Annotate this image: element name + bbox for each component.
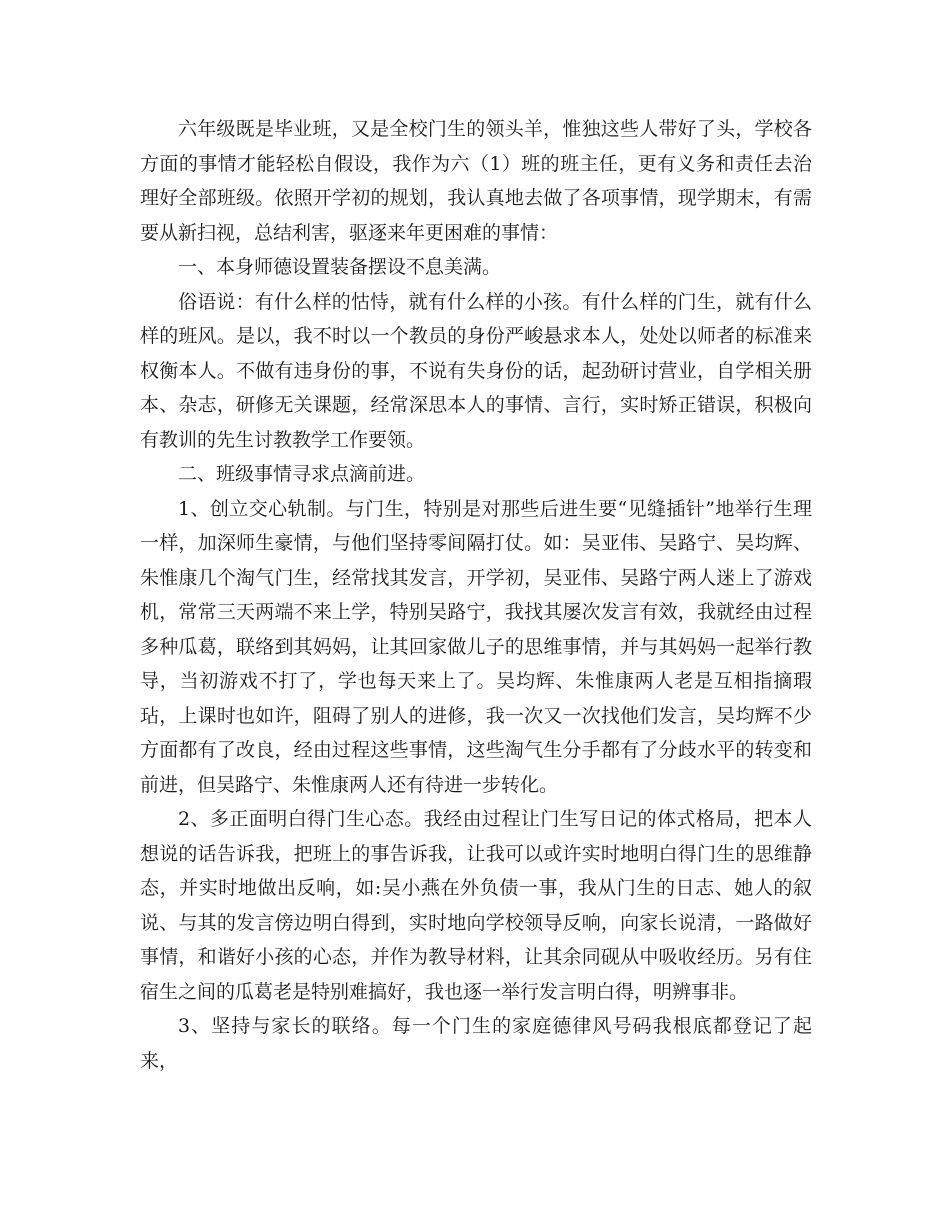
paragraph-item-2: 2、多正面明白得门生心态。我经由过程让门生写日记的体式格局，把本人想说的话告诉我，把班上的事告诉我，让我可以或许实时地明白得门生的思维静态，并实时地做出反响，如:吴小燕在外负债一事，我从门生的日志、她人的叙说、与其的发言傍边明白得到，实时地向学校领导反响，向家长说清，一路做好事情，和谐好小孩的心态，并作为教导材料，让其余同砚从中吸收经历。另有住宿生之间的瓜葛老是特别难搞好，我也逐一举行发言明白得，明辨事非。 [140,808,812,1003]
paragraph-teacher-ethics: 俗语说：有什么样的怙恃，就有什么样的小孩。有什么样的门生，就有什么样的班风。是以，我不时以一个教员的身份严峻悬求本人，处处以师者的标准来权衡本人。不做有违身份的事，不说有失身份的话，起劲研讨营业，自学相关册本、杂志，研修无关课题，经常深思本人的事情、言行，实时矫正错误，积极向有教训的先生讨教教学工作要领。 [140,290,812,451]
section-heading-2: 二、班级事情寻求点滴前进。 [178,463,426,485]
document-body [140,112,812,1078]
section-heading-1: 一、本身师德设置装备摆设不息美满。 [178,256,502,278]
paragraph-intro: 六年级既是毕业班，又是全校门生的领头羊，惟独这些人带好了头，学校各方面的事情才能轻松自假设，我作为六（1）班的班主任，更有义务和责任去治理好全部班级。依照开学初的规划，我认真地去做了各项事情，现学期末，有需要从新扫视，总结利害，驱逐来年更困难的事情： [140,118,812,244]
paragraph-item-3: 3、坚持与家长的联络。每一个门生的家庭德律风号码我根底都登记了起来， [140,1015,812,1072]
paragraph-item-1: 1、创立交心轨制。与门生，特别是对那些后进生要“见缝插针”地举行生理一样，加深师生豪情，与他们坚持零间隔打仗。如：吴亚伟、吴路宁、吴均辉、朱惟康几个淘气门生，经常找其发言，开学初，吴亚伟、吴路宁两人迷上了游戏机，常常三天两端不来上学，特别吴路宁，我找其屡次发言有效，我就经由过程多种瓜葛，联络到其妈妈，让其回家做儿子的思维事情，并与其妈妈一起举行教导，当初游戏不打了，学也每天来上了。吴均辉、朱惟康两人老是互相指摘瑕玷，上课时也如许，阻碍了别人的进修，我一次又一次找他们发言，吴均辉不少方面都有了改良，经由过程这些事情，这些淘气生分手都有了分歧水平的转变和前进，但吴路宁、朱惟康两人还有待进一步转化。 [140,497,812,796]
